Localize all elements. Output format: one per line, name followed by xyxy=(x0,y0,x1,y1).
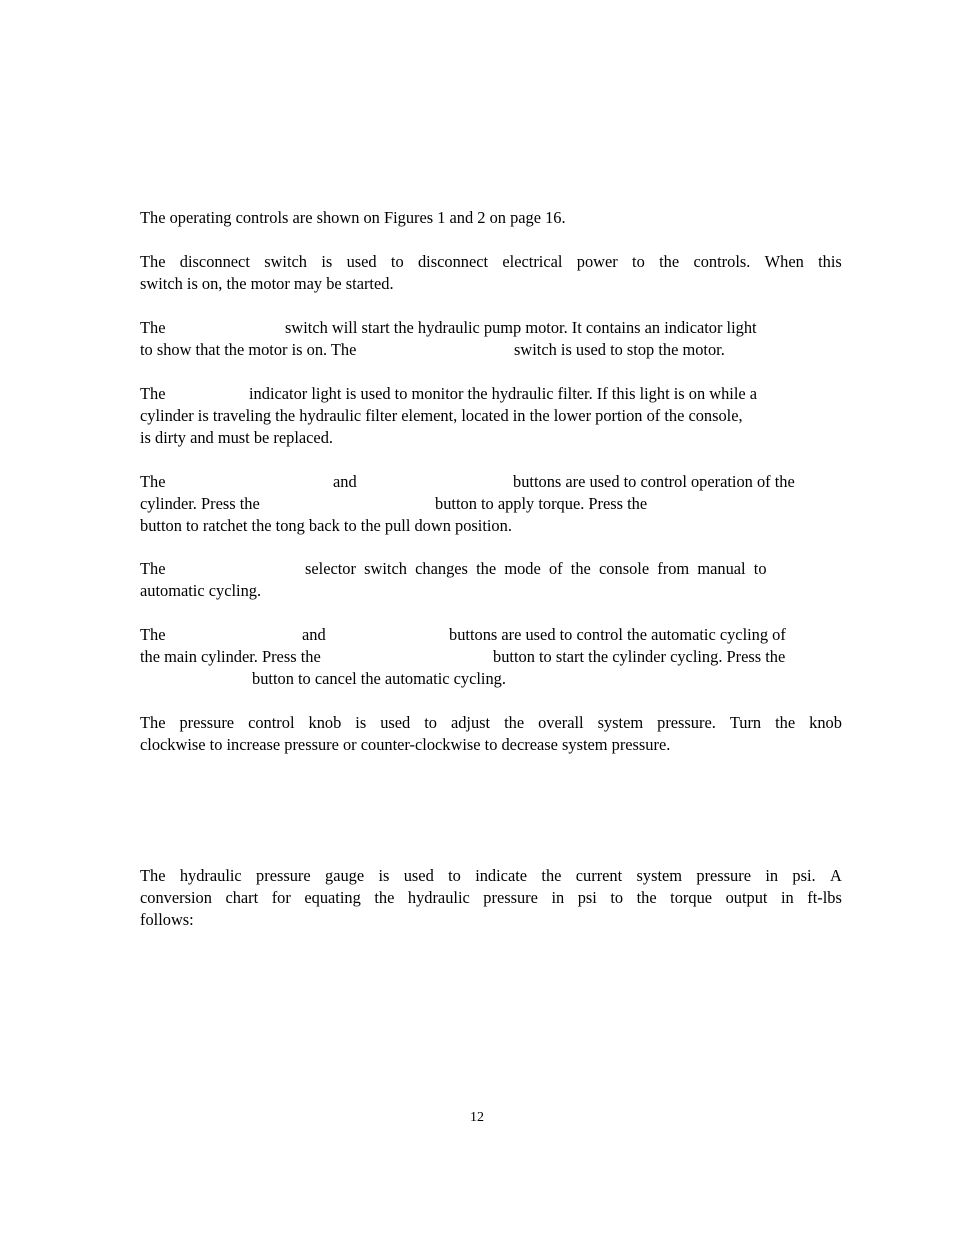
word: in xyxy=(551,888,565,907)
text-line: button to ratchet the tong back to the pull down position. xyxy=(140,516,512,535)
word: the xyxy=(636,888,657,907)
text-line: The operating controls are shown on Figures 1 and 2 on page 16. xyxy=(140,208,566,227)
word: pressure. xyxy=(657,713,716,732)
word: the xyxy=(541,866,562,885)
text-line: cylinder is traveling the hydraulic filter element, located in the lower portion of the console, xyxy=(140,406,743,425)
text-fragment: and xyxy=(302,625,326,644)
word: to xyxy=(610,888,624,907)
word: control xyxy=(248,713,295,732)
word: power xyxy=(576,252,618,271)
paragraph-disconnect-switch xyxy=(140,251,842,295)
text-line xyxy=(140,471,842,493)
text-line-justified xyxy=(140,712,842,734)
page-number: 12 xyxy=(470,1110,484,1125)
text-fragment: button to cancel the automatic cycling. xyxy=(252,669,506,688)
text-fragment: The xyxy=(140,559,166,578)
text-fragment: switch will start the hydraulic pump motor. It contains an indicator light xyxy=(285,318,757,337)
word: the xyxy=(374,888,395,907)
text-fragment: to show that the motor is on. The xyxy=(140,340,357,359)
word: output xyxy=(725,888,768,907)
paragraph-pump-motor-switch xyxy=(140,317,842,361)
text-line: switch is on, the motor may be started. xyxy=(140,274,394,293)
word: is xyxy=(355,713,367,732)
word: in xyxy=(780,888,794,907)
word: psi xyxy=(577,888,597,907)
word: pressure xyxy=(483,888,538,907)
word: The xyxy=(140,713,166,732)
text-fragment: and xyxy=(333,472,357,491)
text-line xyxy=(140,339,842,361)
word: this xyxy=(818,252,842,271)
word: in xyxy=(765,866,779,885)
word: Turn xyxy=(729,713,762,732)
text-line xyxy=(140,493,842,515)
text-line: follows: xyxy=(140,910,194,929)
word: is xyxy=(321,252,333,271)
paragraph-pressure-gauge xyxy=(140,865,842,931)
word: to xyxy=(632,252,645,271)
text-fragment: selector switch changes the mode of the console from manual to xyxy=(305,559,767,578)
word: to xyxy=(390,252,404,271)
word: gauge xyxy=(325,866,365,885)
text-line xyxy=(140,624,842,646)
paragraph-cylinder-buttons xyxy=(140,471,842,537)
text-line-justified xyxy=(140,887,842,909)
text-line xyxy=(140,668,842,690)
word: ft-lbs xyxy=(807,888,842,907)
word: overall xyxy=(538,713,584,732)
text-line xyxy=(140,317,842,339)
word: used xyxy=(346,252,377,271)
text-fragment: The xyxy=(140,625,166,644)
word: electrical xyxy=(502,252,563,271)
word: The xyxy=(140,866,166,885)
text-line-justified xyxy=(140,251,842,273)
paragraph-automatic-cycling-buttons xyxy=(140,624,842,690)
word: system xyxy=(597,713,644,732)
word: When xyxy=(764,252,804,271)
word: to xyxy=(448,866,461,885)
paragraph-selector-switch xyxy=(140,558,842,602)
text-fragment: The xyxy=(140,472,166,491)
word: hydraulic xyxy=(179,866,242,885)
text-line xyxy=(140,646,842,668)
word: The xyxy=(140,252,166,271)
text-fragment: the main cylinder. Press the xyxy=(140,647,321,666)
text-fragment: indicator light is used to monitor the hydraulic filter. If this light is on while a xyxy=(249,384,758,403)
word: disconnect xyxy=(417,252,489,271)
text-line: is dirty and must be replaced. xyxy=(140,428,333,447)
text-fragment: cylinder. Press the xyxy=(140,494,260,513)
word: conversion xyxy=(140,888,212,907)
word: the xyxy=(775,713,796,732)
text-line xyxy=(140,558,842,580)
paragraph-operating-controls xyxy=(140,207,842,229)
word: used xyxy=(380,713,411,732)
word: is xyxy=(378,866,390,885)
text-fragment: switch is used to stop the motor. xyxy=(514,340,725,359)
text-line-justified xyxy=(140,865,842,887)
paragraph-pressure-control-knob xyxy=(140,712,842,756)
paragraph-filter-indicator xyxy=(140,383,842,449)
word: hydraulic xyxy=(407,888,470,907)
text-fragment: buttons are used to control the automatic cycling of xyxy=(449,625,786,644)
text-fragment: button to start the cylinder cycling. Press the xyxy=(493,647,786,666)
word: psi. xyxy=(792,866,816,885)
word: knob xyxy=(809,713,842,732)
word: system xyxy=(636,866,683,885)
word: knob xyxy=(308,713,342,732)
word: controls. xyxy=(693,252,751,271)
word: adjust xyxy=(450,713,491,732)
word: pressure xyxy=(696,866,751,885)
word: torque xyxy=(670,888,713,907)
text-fragment: buttons are used to control operation of the xyxy=(513,472,795,491)
word: pressure xyxy=(179,713,235,732)
word: equating xyxy=(304,888,361,907)
word: for xyxy=(271,888,291,907)
text-fragment: The xyxy=(140,384,166,403)
text-fragment: button to apply torque. Press the xyxy=(435,494,648,513)
word: disconnect xyxy=(179,252,250,271)
word: indicate xyxy=(475,866,528,885)
word: current xyxy=(575,866,623,885)
word: chart xyxy=(225,888,259,907)
text-fragment: The xyxy=(140,318,166,337)
word: the xyxy=(504,713,525,732)
text-line: clockwise to increase pressure or counter-clockwise to decrease system pressure. xyxy=(140,735,671,754)
word: the xyxy=(659,252,680,271)
text-line: automatic cycling. xyxy=(140,581,262,600)
text-line xyxy=(140,383,842,405)
word: to xyxy=(424,713,437,732)
word: pressure xyxy=(256,866,311,885)
word: used xyxy=(403,866,434,885)
word: switch xyxy=(264,252,307,271)
word: A xyxy=(829,866,842,885)
